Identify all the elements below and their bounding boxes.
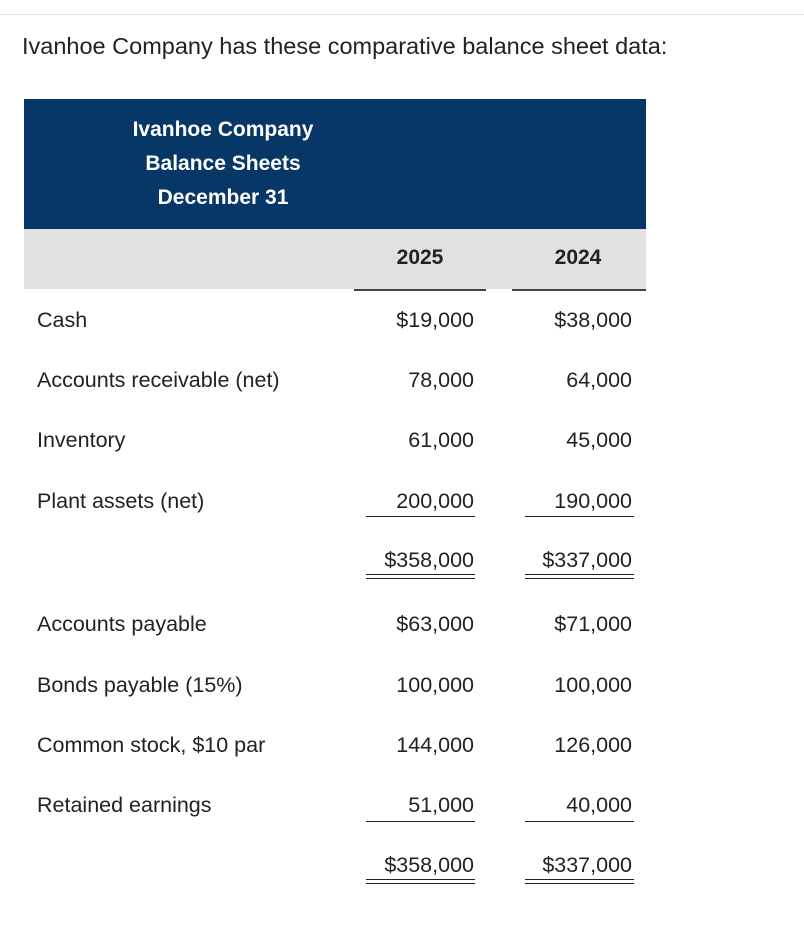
amount-cash-2025: $19,000 [396,308,474,332]
amount-retained-earnings-2025: 51,000 [408,793,474,817]
subtotal-rule-liabilities-2024 [525,821,634,822]
amount-plant-assets-2025: 200,000 [396,489,474,513]
amount-accounts-receivable-2024: 64,000 [566,368,632,392]
total-double-rule-liabilities-2025 [366,879,475,884]
row-label-plant-assets: Plant assets (net) [37,489,205,513]
amount-plant-assets-2024: 190,000 [554,489,632,513]
subtotal-rule-liabilities-2025 [366,821,475,822]
total-liabilities-equity-2024: $337,000 [542,853,632,877]
row-label-accounts-receivable: Accounts receivable (net) [37,368,280,392]
statement-title: Balance Sheets [145,152,301,175]
total-double-rule-assets-2024 [525,574,634,579]
subtotal-rule-assets-2025 [366,516,475,517]
year-header-2025: 2025 [396,246,444,269]
statement-date: December 31 [157,186,289,209]
year-header-2024: 2024 [554,246,602,269]
row-label-common-stock: Common stock, $10 par [37,733,266,757]
year-underline-2024 [512,289,646,291]
balance-sheet-header [24,99,646,229]
amount-accounts-receivable-2025: 78,000 [408,368,474,392]
total-assets-2025: $358,000 [384,548,474,572]
amount-inventory-2024: 45,000 [566,428,632,452]
amount-accounts-payable-2024: $71,000 [554,612,632,636]
amount-retained-earnings-2024: 40,000 [566,793,632,817]
amount-bonds-payable-2025: 100,000 [396,673,474,697]
amount-accounts-payable-2025: $63,000 [396,612,474,636]
amount-inventory-2025: 61,000 [408,428,474,452]
amount-cash-2024: $38,000 [554,308,632,332]
amount-bonds-payable-2024: 100,000 [554,673,632,697]
intro-text: Ivanhoe Company has these comparative balance sheet data: [22,33,668,59]
total-liabilities-equity-2025: $358,000 [384,853,474,877]
top-divider [0,14,804,15]
row-label-bonds-payable: Bonds payable (15%) [37,673,243,697]
row-label-retained-earnings: Retained earnings [37,793,212,817]
subtotal-rule-assets-2024 [525,516,634,517]
company-name: Ivanhoe Company [132,118,314,141]
row-label-inventory: Inventory [37,428,126,452]
year-underline-2025 [354,289,486,291]
total-double-rule-liabilities-2024 [525,879,634,884]
row-label-cash: Cash [37,308,88,332]
total-double-rule-assets-2025 [366,574,475,579]
total-assets-2024: $337,000 [542,548,632,572]
amount-common-stock-2024: 126,000 [554,733,632,757]
amount-common-stock-2025: 144,000 [396,733,474,757]
row-label-accounts-payable: Accounts payable [37,612,207,636]
